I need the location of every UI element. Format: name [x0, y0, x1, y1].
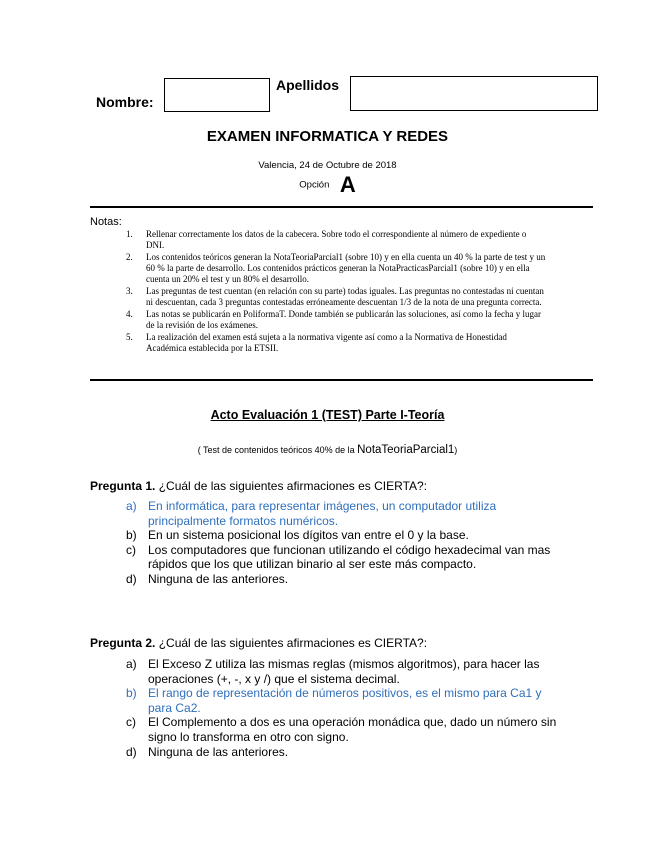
top-divider — [90, 206, 593, 208]
option-letter: b) — [126, 528, 137, 543]
section-note-grade: NotaTeoriaParcial1 — [357, 444, 455, 456]
option-letter: b) — [126, 686, 137, 701]
note-number: 3. — [126, 286, 133, 296]
option-letter: d) — [126, 744, 137, 759]
section-title: Acto Evaluación 1 (TEST) Parte I-Teoría — [210, 408, 445, 422]
opcion-label: Opción — [299, 179, 330, 191]
question-2-option-b[interactable] — [126, 686, 566, 715]
exam-title: EXAMEN INFORMATICA Y REDES — [206, 128, 449, 145]
option-letter: a) — [126, 499, 137, 513]
section-note — [0, 444, 655, 456]
question-1 — [90, 479, 427, 493]
nombre-field[interactable] — [164, 78, 270, 112]
note-number: 1. — [126, 229, 133, 239]
option-letter: a) — [126, 657, 137, 671]
opcion-row — [0, 172, 655, 198]
question-2-option-d[interactable] — [126, 745, 566, 760]
bottom-divider — [90, 379, 593, 381]
question-2-option-c[interactable] — [126, 715, 566, 744]
apellidos-field[interactable] — [350, 76, 598, 111]
note-text: La realización del examen está sujeta a la normativa vigente así como a la Normativa de Honestidad Académica establecida por la ETSII. — [146, 332, 507, 353]
note-text: Las notas se publicarán en PoliformaT. Donde también se publicarán las soluciones, así como la fecha y lugar de la revisión de los exámenes. — [146, 309, 541, 330]
question-2-option-a[interactable] — [126, 657, 566, 686]
question-2 — [90, 636, 427, 650]
notes-list — [126, 229, 546, 355]
option-text: El Exceso Z utiliza las mismas reglas (mismos algoritmos), para hacer las operaciones (+, -, x y /) que el sistema decimal. — [148, 657, 540, 686]
option-text: Ninguna de las anteriores. — [148, 571, 289, 586]
option-letter: c) — [126, 715, 136, 730]
note-item — [126, 252, 546, 285]
note-item — [126, 332, 546, 354]
option-text: El rango de representación de números positivos, es el mismo para Ca1 y para Ca2. — [148, 686, 542, 715]
section-note-prefix: ( Test de contenidos teóricos 40% de la — [197, 445, 358, 455]
question-1-label: Pregunta 1. — [90, 479, 156, 493]
question-1-option-d[interactable] — [126, 572, 566, 587]
question-2-text: ¿Cuál de las siguientes afirmaciones es CIERTA?: — [158, 636, 428, 650]
note-item — [126, 309, 546, 331]
option-text: Ninguna de las anteriores. — [148, 744, 289, 759]
exam-date: Valencia, 24 de Octubre de 2018 — [258, 160, 397, 171]
note-number: 2. — [126, 252, 133, 262]
question-1-option-c[interactable] — [126, 543, 566, 572]
note-item — [126, 286, 546, 308]
option-letter: c) — [126, 542, 136, 557]
apellidos-label: Apellidos — [276, 77, 340, 93]
question-2-options — [126, 657, 566, 759]
question-2-label: Pregunta 2. — [90, 636, 156, 650]
note-number: 5. — [126, 332, 133, 342]
question-1-options — [126, 499, 566, 587]
opcion-value: A — [339, 172, 356, 197]
note-number: 4. — [126, 309, 133, 319]
option-letter: d) — [126, 571, 137, 586]
note-text: Las preguntas de test cuentan (en relación con su parte) todas iguales. Las preguntas no contestadas ni cuentan ni descuentan, cada 3 preguntas contestadas erróneamente descuentan 1/3 de la nota de una pregunta correcta. — [146, 286, 544, 307]
question-1-option-b[interactable] — [126, 528, 566, 543]
notes-heading: Notas: — [90, 216, 122, 228]
question-1-text: ¿Cuál de las siguientes afirmaciones es CIERTA?: — [158, 479, 428, 493]
option-text: En informática, para representar imágenes, un computador utiliza principalmente formatos numéricos. — [148, 499, 497, 528]
question-1-option-a[interactable] — [126, 499, 566, 528]
option-text: El Complemento a dos es una operación monádica que, dado un número sin signo lo transforma en otro con signo. — [148, 715, 557, 744]
note-text: Los contenidos teóricos generan la NotaTeoriaParcial1 (sobre 10) y en ella cuenta un 40 % la parte de test y un 60 % la parte de desarrollo. Los contenidos prácticos generan la NotaPracticasParcial1 (sobre 10) y en ella cuenta un 20% el test y un 80% el desarrollo. — [146, 252, 546, 284]
section-note-suffix: ) — [454, 445, 458, 455]
note-item — [126, 229, 546, 251]
option-text: En un sistema posicional los dígitos van entre el 0 y la base. — [148, 528, 469, 543]
option-text: Los computadores que funcionan utilizando el código hexadecimal van mas rápidos que los que utilizan binario al ser este más compacto. — [148, 542, 551, 572]
note-text: Rellenar correctamente los datos de la cabecera. Sobre todo el correspondiente al número de expediente o DNI. — [146, 229, 527, 250]
nombre-label: Nombre: — [96, 94, 154, 110]
